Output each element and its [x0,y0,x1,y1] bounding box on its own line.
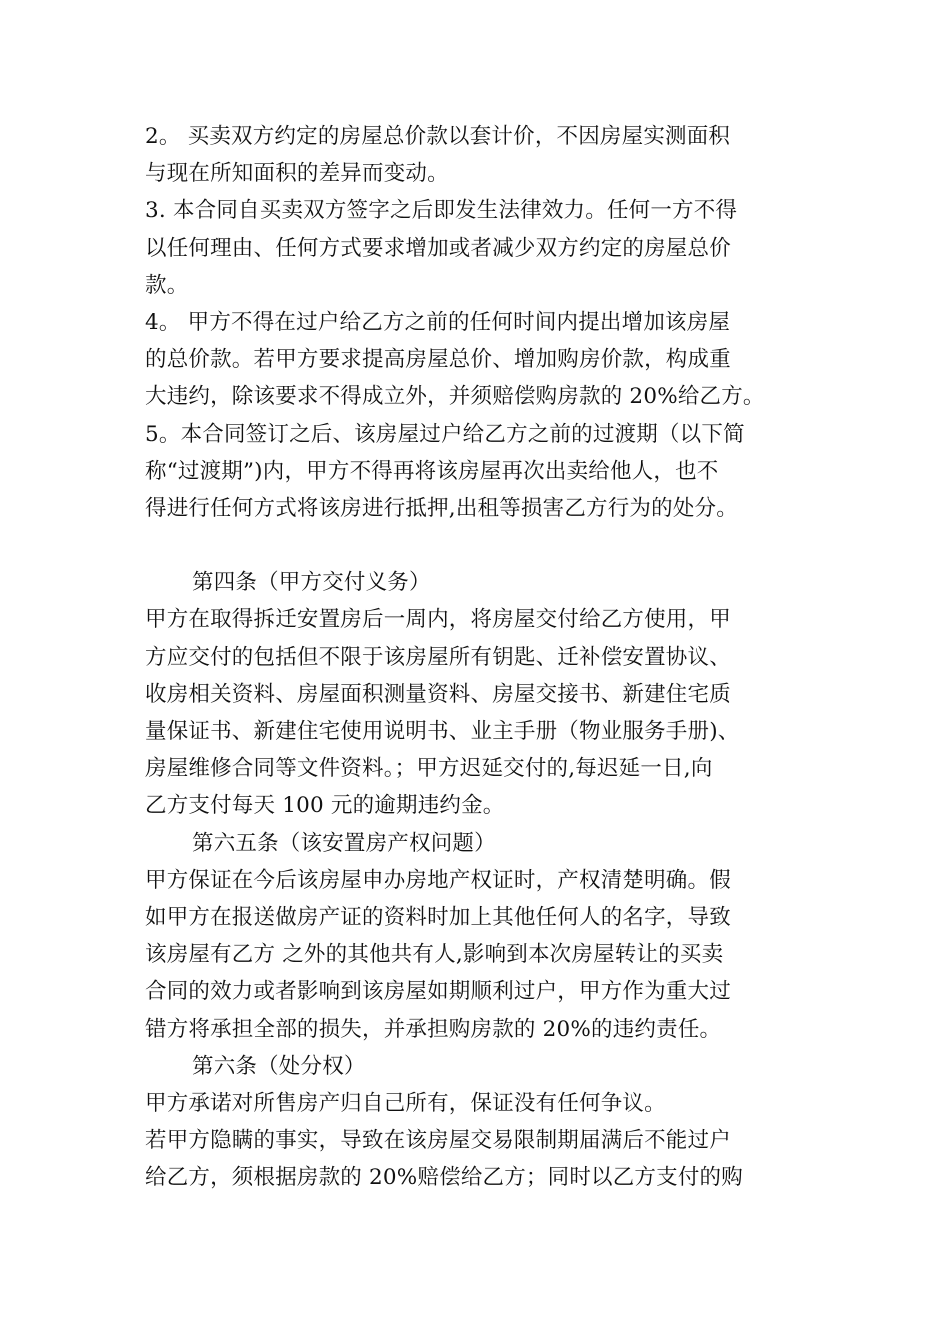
article-4-line-6: 乙方支付每天 100 元的逾期违约金。 [145,793,505,819]
clause-4-line-1: 4。 甲方不得在过户给乙方之前的任何时间内提出增加该房屋 [145,309,731,335]
article-4-line-3: 收房相关资料、房屋面积测量资料、房屋交接书、新建住宅质 [145,681,731,707]
blank-line [145,527,805,564]
clause-5-line-2: 称“过渡期”)内，甲方不得再将该房屋再次出卖给他人，也不 [145,458,719,484]
clause-4-line-2: 的总价款。若甲方要求提高房屋总价、增加购房价款，构成重 [145,347,731,373]
article-6-line-3: 给乙方，须根据房款的 20%赔偿给乙方；同时以乙方支付的购 [145,1165,743,1191]
article-4-line-2: 方应交付的包括但不限于该房屋所有钥匙、迁补偿安置协议、 [145,644,731,670]
article-65-line-2: 如甲方在报送做房产证的资料时加上其他任何人的名字，导致 [145,904,731,930]
clause-2-line-1: 2。 买卖双方约定的房屋总价款以套计价，不因房屋实测面积 [145,124,731,149]
article-4-line-1: 甲方在取得拆迁安置房后一周内，将房屋交付给乙方使用，甲 [145,607,731,633]
clause-2-line-2: 与现在所知面积的差异而变动。 [145,161,449,187]
clause-3-line-1: 3. 本合同自买卖双方签字之后即发生法律效力。任何一方不得 [145,198,738,224]
contract-text [145,118,805,1196]
article-65-heading: 第六五条（该安置房产权问题） [192,830,496,856]
article-4-line-4: 量保证书、新建住宅使用说明书、业主手册（物业服务手册)、 [145,719,740,744]
clause-5-line-3: 得进行任何方式将该房进行抵押,出租等损害乙方行为的处分。 [145,495,738,521]
clause-4-line-3: 大违约，除该要求不得成立外，并须赔偿购房款的 20%给乙方。 [145,384,765,410]
article-4-heading: 第四条（甲方交付义务） [192,570,431,596]
article-6-line-1: 甲方承诺对所售房产归自己所有，保证没有任何争议。 [145,1090,666,1116]
article-4-line-5: 房屋维修合同等文件资料。；甲方迟延交付的,每迟延一日,向 [145,756,713,782]
article-65-line-1: 甲方保证在今后该房屋申办房地产权证时，产权清楚明确。假 [145,867,731,893]
clause-3-line-3: 款。 [145,272,189,298]
article-65-line-5: 错方将承担全部的损失，并承担购房款的 20%的违约责任。 [145,1016,722,1042]
article-6-line-2: 若甲方隐瞒的事实，导致在该房屋交易限制期届满后不能过户 [145,1128,731,1154]
clause-5-line-1: 5。本合同签订之后、该房屋过户给乙方之前的过渡期（以下简 [145,421,745,447]
article-65-line-4: 合同的效力或者影响到该房屋如期顺利过户，甲方作为重大过 [145,979,731,1005]
article-65-line-3: 该房屋有乙方 之外的其他共有人,影响到本次房屋转让的买卖 [145,942,724,968]
clause-3-line-2: 以任何理由、任何方式要求增加或者减少双方约定的房屋总价 [145,235,731,261]
article-6-heading: 第六条（处分权） [192,1053,366,1079]
